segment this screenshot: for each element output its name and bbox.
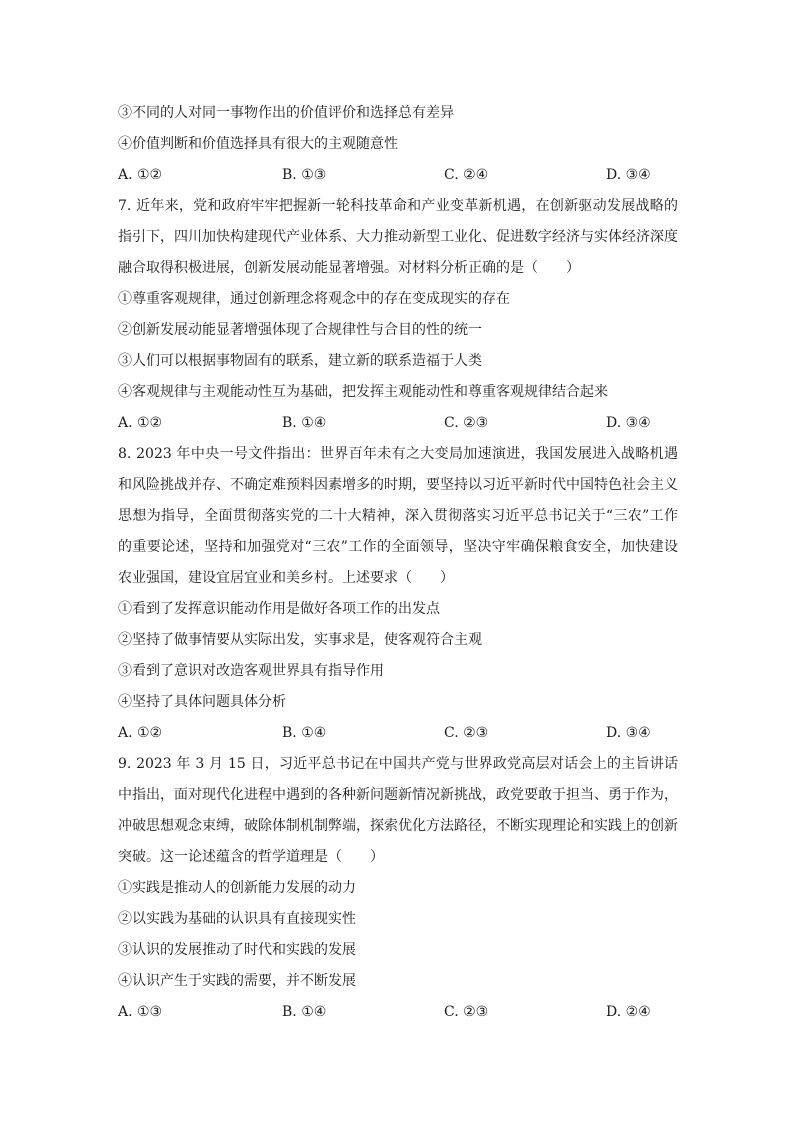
- question-content: [118, 98, 678, 1028]
- q7-item-2: ②创新发展动能显著增强体现了合规律性与合目的性的统一: [118, 322, 482, 338]
- q7-stem: 7. 近年来，党和政府牢牢把握新一轮科技革命和产业变革新机遇，在创新驱动发展战略的指引下，四川加快构建现代产业体系、大力推动新型工业化、促进数字经济与实体经济深度融合取得积极进展，创新发展动能显著增强。对材料分析正确的是（ ）: [118, 198, 678, 276]
- q6-option-d: D. ③④: [606, 167, 651, 183]
- q6-option-a: A. ①②: [118, 167, 163, 183]
- q7-item-4: ④客观规律与主观能动性互为基础，把发挥主观能动性和尊重客观规律结合起来: [118, 384, 608, 400]
- q9-item-3: ③认识的发展推动了时代和实践的发展: [118, 942, 356, 958]
- q7-item-3: ③人们可以根据事物固有的联系，建立新的联系造福于人类: [118, 353, 482, 369]
- q7-option-d: D. ③④: [606, 415, 651, 431]
- q8-option-d: D. ③④: [606, 725, 651, 741]
- q8-stem: 8. 2023 年中央一号文件指出：世界百年未有之大变局加速演进，我国发展进入战略机遇和风险挑战并存、不确定难预料因素增多的时期，要坚持以习近平新时代中国特色社会主义思想为指导，全面贯彻落实党的二十大精神，深入贯彻落实习近平总书记关于“三农”工作的重要论述，坚持和加强党对“三农”工作的全面领导，坚决守牢确保粮食安全，加快建设农业强国，建设宜居宜业和美乡村。上述要求（ ）: [118, 446, 678, 586]
- q7-options: [118, 408, 678, 439]
- q9-options: [118, 997, 678, 1028]
- q6-option-b: B. ①③: [282, 167, 327, 183]
- q6-option-c: C. ②④: [444, 167, 489, 183]
- q8-option-c: C. ②③: [444, 725, 489, 741]
- q6-options: [118, 160, 678, 191]
- q6-item-3: ③不同的人对同一事物作出的价值评价和选择总有差异: [118, 105, 454, 121]
- q8-item-3: ③看到了意识对改造客观世界具有指导作用: [118, 663, 384, 679]
- q8-option-a: A. ①②: [118, 725, 163, 741]
- q9-option-a: A. ①③: [118, 1004, 163, 1020]
- q9-stem: 9. 2023 年 3 月 15 日，习近平总书记在中国共产党与世界政党高层对话会上的主旨讲话中指出，面对现代化进程中遇到的各种新问题新情况新挑战，政党要敢于担当、勇于作为，冲破思想观念束缚，破除体制机制弊端，探索优化方法路径，不断实现理论和实践上的创新突破。这一论述蕴含的哲学道理是（ ）: [118, 756, 678, 865]
- q8-item-4: ④坚持了具体问题具体分析: [118, 694, 286, 710]
- q7-option-b: B. ①④: [282, 415, 327, 431]
- q8-item-1: ①看到了发挥意识能动作用是做好各项工作的出发点: [118, 601, 440, 617]
- q7-option-c: C. ②③: [444, 415, 489, 431]
- q8-item-2: ②坚持了做事情要从实际出发，实事求是，使客观符合主观: [118, 632, 482, 648]
- q9-item-1: ①实践是推动人的创新能力发展的动力: [118, 880, 356, 896]
- q9-option-c: C. ②③: [444, 1004, 489, 1020]
- q8-option-b: B. ①④: [282, 725, 327, 741]
- q7-item-1: ①尊重客观规律，通过创新理念将观念中的存在变成现实的存在: [118, 291, 510, 307]
- q7-option-a: A. ①②: [118, 415, 163, 431]
- q9-item-4: ④认识产生于实践的需要，并不断发展: [118, 973, 356, 989]
- q9-option-d: D. ②④: [606, 1004, 651, 1020]
- q6-item-4: ④价值判断和价值选择具有很大的主观随意性: [118, 136, 398, 152]
- q8-options: [118, 718, 678, 749]
- q9-option-b: B. ①④: [282, 1004, 327, 1020]
- q9-item-2: ②以实践为基础的认识具有直接现实性: [118, 911, 356, 927]
